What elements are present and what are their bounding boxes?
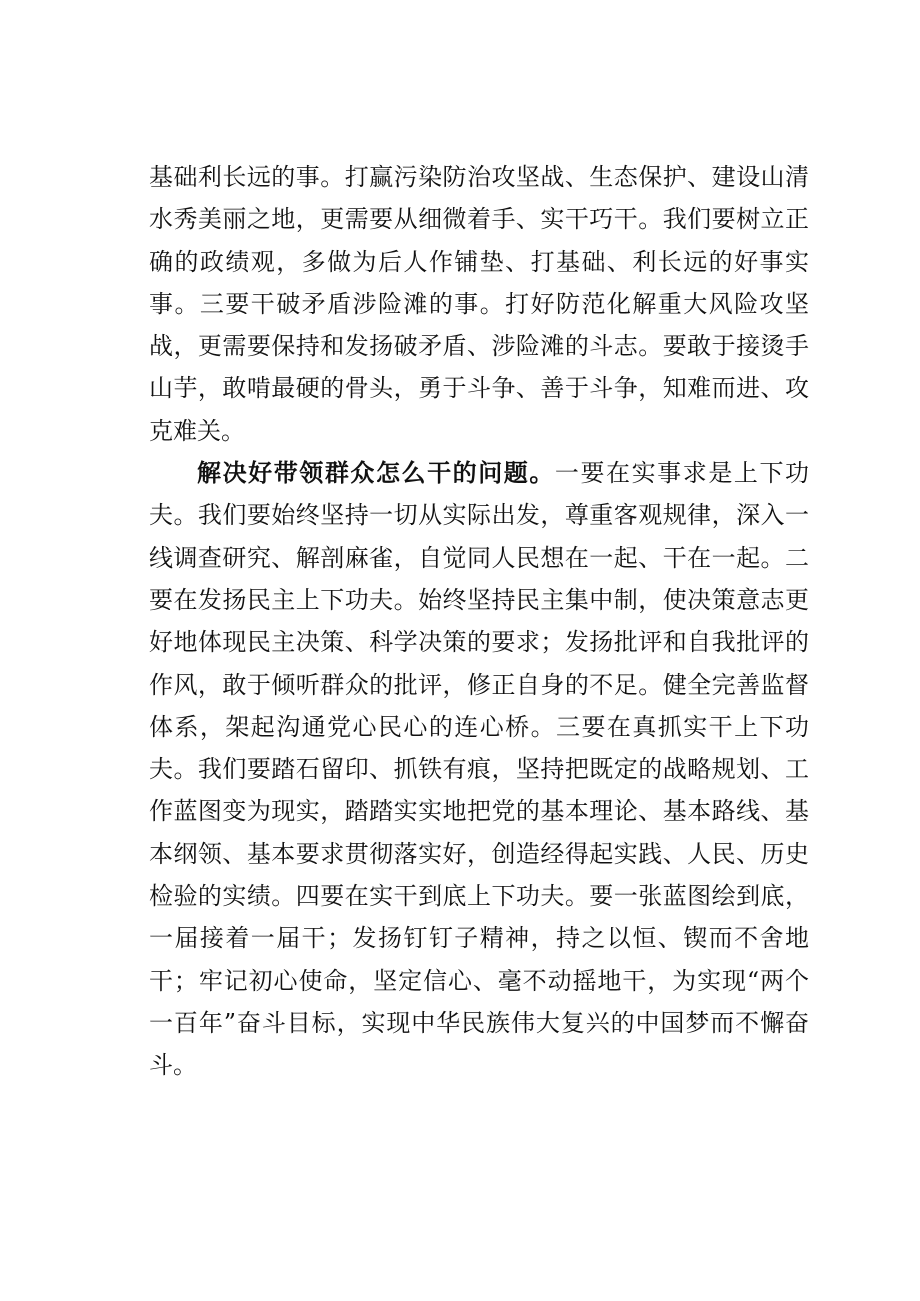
paragraph-1-text: 基础利长远的事。打赢污染防治攻坚战、生态保护、建设山清水秀美丽之地，更需要从细微着手、实干巧干。我们要树立正确的政绩观，多做为后人作铺垫、打基础、利长远的好事实事。三要干破矛盾涉险滩的事。打好防范化解重大风险攻坚战，更需要保持和发扬破矛盾、涉险滩的斗志。要敢于接烫手山芋，敢啃最硬的骨头，勇于斗争、善于斗争，知难而进、攻克难关。 <box>149 163 809 445</box>
document-body <box>149 156 809 1087</box>
paragraph-2-text: 一要在实事求是上下功夫。我们要始终坚持一切从实际出发，尊重客观规律，深入一线调查研究、解剖麻雀，自觉同人民想在一起、干在一起。二要在发扬民主上下功夫。始终坚持民主集中制，使决策意志更好地体现民主决策、科学决策的要求；发扬批评和自我批评的作风，敢于倾听群众的批评，修正自身的不足。健全完善监督体系，架起沟通党心民心的连心桥。三要在真抓实干上下功夫。我们要踏石留印、抓铁有痕，坚持把既定的战略规划、工作蓝图变为现实，踏踏实实地把党的基本理论、基本路线、基本纲领、基本要求贯彻落实好，创造经得起实践、人民、历史检验的实绩。四要在实干到底上下功夫。要一张蓝图绘到底，一届接着一届干；发扬钉钉子精神，持之以恒、锲而不舍地干；牢记初心使命，坚定信心、毫不动摇地干，为实现“两个一百年”奋斗目标，实现中华民族伟大复兴的中国梦而不懈奋斗。 <box>149 459 810 1080</box>
paragraph-2 <box>149 452 809 1086</box>
paragraph-1 <box>149 156 809 452</box>
paragraph-2-heading: 解决好带领群众怎么干的问题。 <box>197 459 555 488</box>
